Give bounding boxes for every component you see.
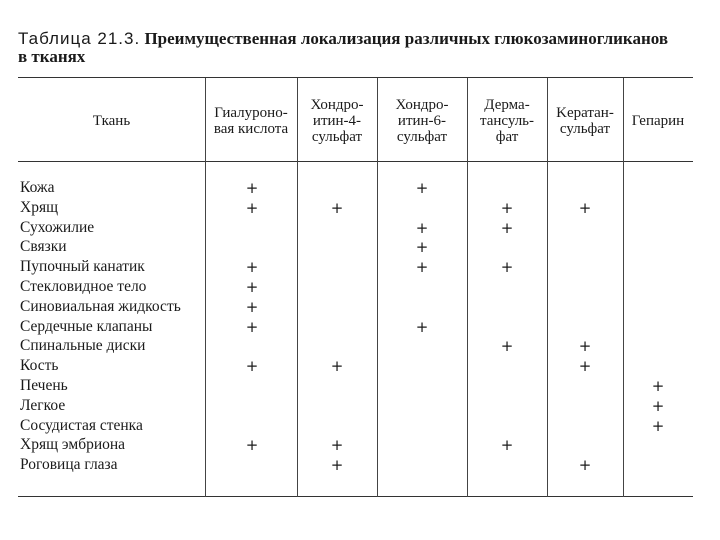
- presence-mark: +: [578, 357, 592, 376]
- presence-mark: +: [500, 258, 514, 277]
- presence-mark: +: [578, 337, 592, 356]
- tissue-label: Печень: [20, 377, 68, 394]
- tissue-label: Стекловидное тело: [20, 278, 147, 295]
- presence-mark: +: [578, 198, 592, 217]
- table-title-line1: Преимущественная локализация различных глюкозаминогликанов: [144, 29, 668, 48]
- tissue-label: Синовиальная жидкость: [20, 297, 181, 315]
- table-bottom-rule: [18, 496, 693, 497]
- presence-mark: +: [415, 179, 429, 197]
- presence-mark: +: [245, 357, 259, 376]
- presence-mark: +: [245, 278, 259, 296]
- presence-mark: +: [500, 218, 514, 237]
- presence-mark: +: [330, 436, 344, 455]
- presence-mark: +: [500, 198, 514, 217]
- presence-mark: +: [330, 456, 344, 475]
- presence-mark: +: [415, 218, 429, 237]
- tissue-label: Хрящ: [20, 198, 59, 216]
- tissue-label: Сухожилие: [20, 218, 95, 236]
- table-top-rule: [18, 77, 693, 78]
- tissue-label: Сердечные клапаны: [20, 317, 153, 335]
- table-caption: [18, 30, 698, 66]
- presence-mark: +: [500, 337, 514, 356]
- presence-mark: +: [245, 317, 259, 336]
- presence-mark: +: [651, 377, 665, 395]
- presence-mark: +: [330, 198, 344, 217]
- column-header-tissue: Ткань: [92, 112, 131, 129]
- presence-mark: +: [578, 456, 592, 475]
- column-header-heparin: Гепарин: [631, 112, 685, 129]
- presence-mark: +: [245, 198, 259, 217]
- presence-mark: +: [651, 396, 665, 415]
- table-number: Таблица 21.3.: [18, 29, 141, 48]
- column-header-chondroitin-4-sulfate: Хондро- итин-4- сульфат: [310, 96, 364, 145]
- tissue-label: Связки: [20, 238, 67, 256]
- presence-mark: +: [330, 357, 344, 376]
- presence-mark: +: [415, 238, 429, 257]
- presence-mark: +: [245, 297, 259, 316]
- tissue-label: Пупочный канатик: [20, 258, 145, 276]
- tissue-label: Хрящ эмбриона: [20, 436, 126, 454]
- tissue-label: Роговица глаза: [20, 456, 118, 474]
- column-header-dermatan-sulfate: Дерма- тансуль- фат: [479, 96, 535, 145]
- tissue-label: Кожа: [20, 179, 55, 196]
- presence-mark: +: [500, 436, 514, 455]
- presence-mark: +: [245, 258, 259, 277]
- tissue-label: Спинальные диски: [20, 337, 146, 355]
- presence-mark: +: [245, 179, 259, 197]
- presence-mark: +: [651, 416, 665, 435]
- column-header-hyaluronic-acid: Гиалуроно- вая кислота: [213, 104, 289, 137]
- presence-mark: +: [415, 317, 429, 336]
- header-bottom-rule: [18, 161, 693, 162]
- presence-mark: +: [415, 258, 429, 277]
- tissue-label: Легкое: [20, 396, 66, 414]
- table-title-line2: в тканях: [18, 47, 86, 66]
- column-header-keratan-sulfate: Keратан- сульфат: [556, 104, 614, 137]
- tissue-label: Сосудистая стенка: [20, 416, 143, 434]
- presence-mark: +: [245, 436, 259, 455]
- tissue-label: Кость: [20, 357, 59, 375]
- column-header-chondroitin-6-sulfate: Хондро- итин-6- сульфат: [395, 96, 449, 145]
